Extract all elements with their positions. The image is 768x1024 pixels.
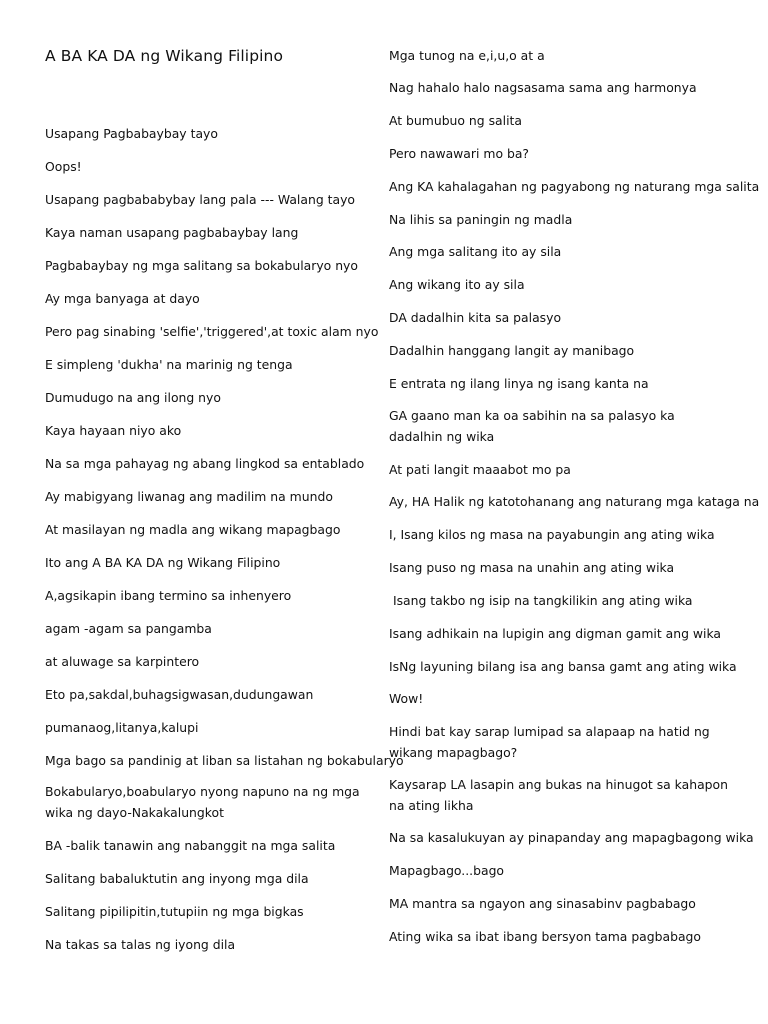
poem-line: Kaya hayaan niyo ako (45, 423, 182, 438)
poem-line: E entrata ng ilang linya ng isang kanta na (389, 376, 649, 391)
poem-line: BA -balik tanawin ang nabanggit na mga salita (45, 838, 336, 853)
poem-line: GA gaano man ka oa sabihin na sa palasyo ka dadalhin ng wika (389, 408, 675, 444)
poem-line: IsNg layuning bilang isa ang bansa gamt ang ating wika (389, 659, 737, 674)
poem-line: Nag hahalo halo nagsasama sama ang harmonya (389, 80, 697, 95)
poem-line: Mga tunog na e,i,u,o at a (389, 48, 545, 63)
poem-line: Pagbabaybay ng mga salitang sa bokabularyo nyo (45, 258, 358, 273)
poem-line: Dumudugo na ang ilong nyo (45, 390, 221, 405)
poem-line: Ating wika sa ibat ibang bersyon tama pagbabago (389, 929, 702, 944)
poem-line: Na sa kasalukuyan ay pinapanday ang mapagbagong wika (389, 830, 754, 845)
poem-line: Bokabularyo,boabularyo nyong napuno na ng mga wika ng dayo-Nakakalungkot (45, 784, 360, 820)
poem-line: agam -agam sa pangamba (45, 621, 212, 636)
poem-line: Ang mga salitang ito ay sila (389, 244, 562, 259)
poem-line: Isang takbo ng isip na tangkilikin ang ating wika (389, 593, 693, 608)
poem-line: Na sa mga pahayag ng abang lingkod sa entablado (45, 456, 365, 471)
poem-line: Isang adhikain na lupigin ang digman gamit ang wika (389, 626, 722, 641)
poem-line: Ay mga banyaga at dayo (45, 291, 200, 306)
poem-line: I, Isang kilos ng masa na payabungin ang ating wika (389, 527, 715, 542)
poem-line: Oops! (45, 159, 82, 174)
poem-line: Ito ang A BA KA DA ng Wikang Filipino (45, 555, 281, 570)
poem-line: Ang wikang ito ay sila (389, 277, 525, 292)
poem-line: Ay, HA Halik ng katotohanang ang naturang mga kataga na (389, 494, 760, 509)
poem-line: DA dadalhin kita sa palasyo (389, 310, 562, 325)
poem-line: Na lihis sa paningin ng madla (389, 212, 573, 227)
poem-line: Usapang Pagbabaybay tayo (45, 126, 218, 141)
poem-line: E simpleng 'dukha' na marinig ng tenga (45, 357, 293, 372)
poem-line: Mga bago sa pandinig at liban sa listahan ng bokabularyo (45, 753, 404, 768)
poem-line: Eto pa,sakdal,buhagsigwasan,dudungawan (45, 687, 314, 702)
poem-line: Salitang pipilipitin,tutupiin ng mga bigkas (45, 904, 304, 919)
document-title: A BA KA DA ng Wikang Filipino (45, 47, 284, 65)
poem-line: Pero pag sinabing 'selfie','triggered',at toxic alam nyo (45, 324, 379, 339)
poem-line: Salitang babaluktutin ang inyong mga dila (45, 871, 309, 886)
poem-line: Wow! (389, 691, 424, 706)
poem-line: Mapagbago...bago (389, 863, 505, 878)
poem-line: At pati langit maaabot mo pa (389, 462, 571, 477)
poem-line: A,agsikapin ibang termino sa inhenyero (45, 588, 292, 603)
poem-line: Kaya naman usapang pagbabaybay lang (45, 225, 299, 240)
poem-line: Kaysarap LA lasapin ang bukas na hinugot sa kahapon na ating likha (389, 777, 728, 813)
poem-line: at aluwage sa karpintero (45, 654, 200, 669)
poem-line: Dadalhin hanggang langit ay manibago (389, 343, 635, 358)
poem-line: Ang KA kahalagahan ng pagyabong ng naturang mga salita (389, 179, 760, 194)
poem-line: Ay mabigyang liwanag ang madilim na mundo (45, 489, 333, 504)
poem-line: At bumubuo ng salita (389, 113, 522, 128)
poem-line: Usapang pagbababybay lang pala --- Walang tayo (45, 192, 355, 207)
poem-line: Isang puso ng masa na unahin ang ating wika (389, 560, 675, 575)
poem-line: MA mantra sa ngayon ang sinasabinv pagbabago (389, 896, 696, 911)
poem-line: Hindi bat kay sarap lumipad sa alapaap na hatid ng wikang mapagbago? (389, 724, 710, 760)
poem-line: pumanaog,litanya,kalupi (45, 720, 199, 735)
poem-line: Pero nawawari mo ba? (389, 146, 529, 161)
poem-line: At masilayan ng madla ang wikang mapagbago (45, 522, 341, 537)
poem-line: Na takas sa talas ng iyong dila (45, 937, 236, 952)
